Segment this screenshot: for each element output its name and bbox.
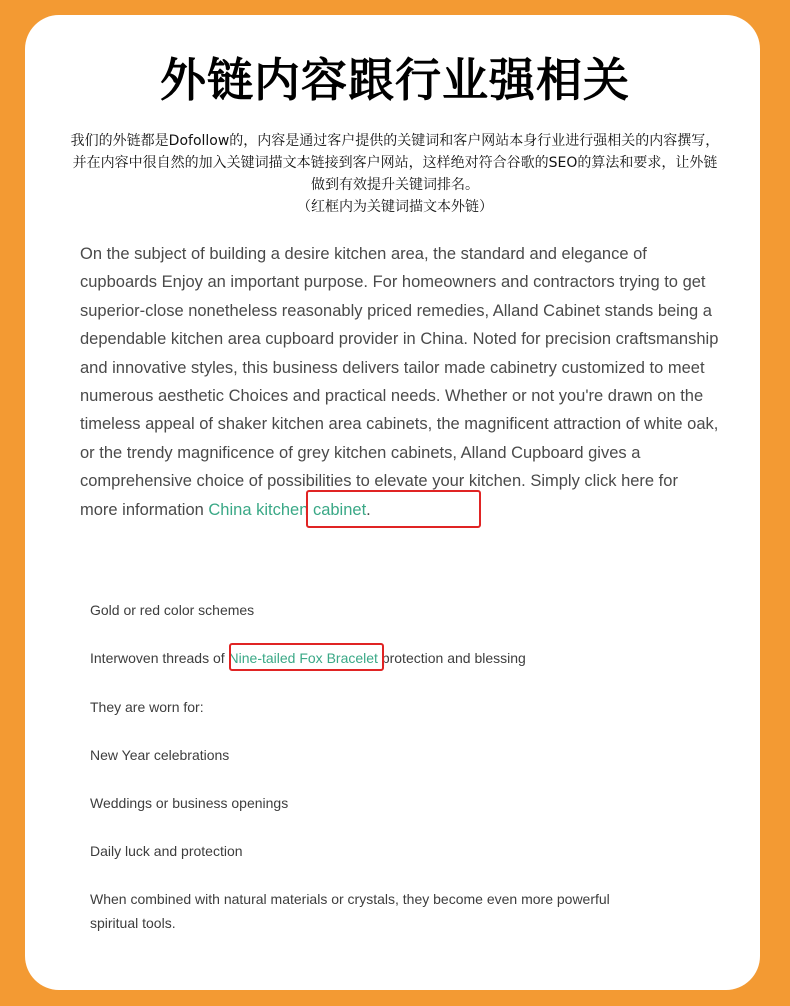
intro-note: （红框内为关键词描文本外链） xyxy=(297,199,493,215)
nine-tailed-fox-bracelet-link[interactable]: Nine-tailed Fox Bracelet xyxy=(228,650,378,666)
page-headline: 外链内容跟行业强相关 xyxy=(160,53,630,107)
china-kitchen-cabinet-link[interactable]: China kitchen cabinet xyxy=(208,500,367,519)
intro-text: 我们的外链都是Dofollow的，内容是通过客户提供的关键词和客户网站本身行业进行强相关的内容撰写，并在内容中很自然的加入关键词描文本链接到客户网站，这样绝对符合谷歌的SEO的算法和要求，让外链做到有效提升关键词排名。 xyxy=(70,133,720,193)
list-line-threads-after: protection and blessing xyxy=(377,650,526,666)
list-line-new-year: New Year celebrations xyxy=(90,747,230,763)
article-body: On the subject of building a desire kitchen area, the standard and elegance of cupboards Enjoy an important purpose. For homeowners and contractors trying to get superior-close nonetheless reasonably priced remedies, Alland Cabinet stands being a dependable kitchen area cupboard provider in China. Noted for precision craftsmanship and innovative styles, this business delivers tailor made cabinetry customized to meet numerous aesthetic Choices and practical needs. Whether or not you're drawn on the timeless appeal of shaker kitchen area cabinets, the magnificent attraction of white oak, or the trendy magnificence of grey kitchen cabinets, Alland Cupboard gives a comprehensive choice of possibilities to elevate your kitchen. Simply click here for more information xyxy=(80,245,719,519)
article-tail: . xyxy=(366,500,371,519)
anchor-highlight-box xyxy=(229,643,384,671)
anchor-highlight-box xyxy=(306,490,481,528)
list-line-daily-luck: Daily luck and protection xyxy=(90,843,243,859)
list-line-crystals: When combined with natural materials or crystals, they become even more powerful spiritual tools. xyxy=(90,891,610,931)
article-paragraph xyxy=(80,240,720,524)
list-line-weddings: Weddings or business openings xyxy=(90,795,289,811)
list-line-color-schemes: Gold or red color schemes xyxy=(90,602,255,618)
intro-paragraph xyxy=(70,130,720,218)
list-line-threads-before: Interwoven threads of xyxy=(90,650,229,666)
list-line-worn-for: They are worn for: xyxy=(90,699,204,715)
